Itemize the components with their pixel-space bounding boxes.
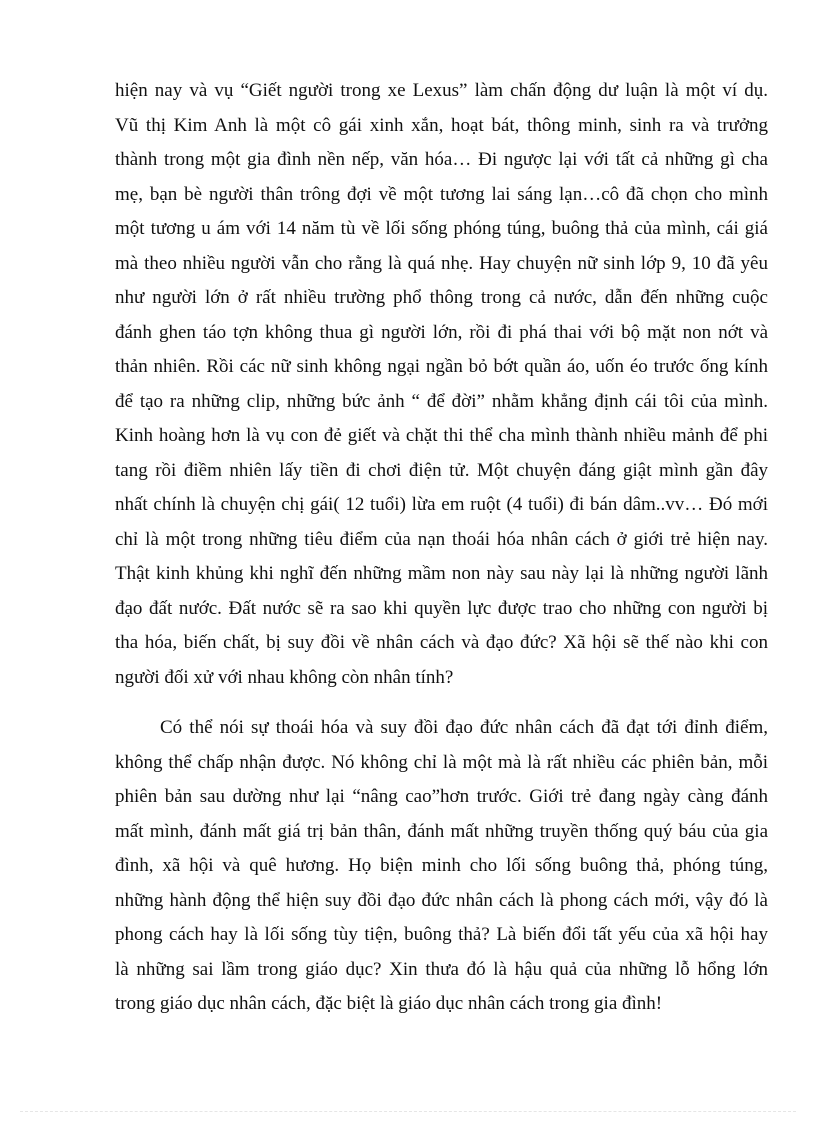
text-line: chỉ là một trong những tiêu điểm của nạn thoái hóa nhân cách ở giới trẻ hiện nay. bbox=[115, 528, 768, 550]
text-line: trong giáo dục nhân cách, đặc biệt là giáo dục nhân cách trong gia đình! bbox=[115, 993, 663, 1014]
text-line: thản nhiên. Rồi các nữ sinh không ngại ngần bỏ bớt quần áo, uốn éo trước ống kính bbox=[115, 356, 768, 377]
text-line: như người lớn ở rất nhiều trường phổ thông trong cả nước, dẫn đến những cuộc bbox=[115, 287, 768, 308]
paragraph-2 bbox=[115, 711, 768, 1022]
text-line: một tương u ám với 14 năm tù về lối sống phóng túng, buông thả của mình, cái giá bbox=[115, 218, 768, 239]
text-line: mà theo nhiều người vẫn cho rằng là quá nhẹ. Hay chuyện nữ sinh lớp 9, 10 đã yêu bbox=[115, 252, 768, 274]
text-line: không thể chấp nhận được. Nó không chỉ là một mà là rất nhiều các phiên bản, mỗi bbox=[115, 751, 768, 773]
text-line: hiện nay và vụ “Giết người trong xe Lexus” làm chấn động dư luận là một ví dụ. bbox=[115, 80, 768, 101]
text-line: phong cách hay là lối sống tùy tiện, buông thả? Là biến đổi tất yếu của xã hội hay bbox=[115, 924, 768, 945]
text-line: tang rồi điềm nhiên lấy tiền đi chơi điện tử. Một chuyện đáng giật mình gần đây bbox=[115, 459, 768, 481]
text-line: người đối xử với nhau không còn nhân tính? bbox=[115, 666, 454, 688]
text-line: Vũ thị Kim Anh là một cô gái xinh xắn, hoạt bát, thông minh, sinh ra và trưởng bbox=[115, 114, 768, 136]
text-line: Có thể nói sự thoái hóa và suy đồi đạo đức nhân cách đã đạt tới đỉnh điểm, bbox=[160, 717, 768, 738]
text-line: những hành động thể hiện suy đồi đạo đức nhân cách là phong cách mới, vậy đó là bbox=[115, 889, 768, 911]
text-line: tha hóa, biến chất, bị suy đồi về nhân cách và đạo đức? Xã hội sẽ thế nào khi con bbox=[115, 632, 768, 653]
text-line: để tạo ra những clip, những bức ảnh “ để đời” nhằm khẳng định cái tôi của mình. bbox=[115, 390, 768, 412]
text-line: đánh ghen táo tợn không thua gì người lớn, rồi đi phá thai với bộ mặt non nớt và bbox=[115, 321, 768, 343]
text-line: mẹ, bạn bè người thân trông đợi về một tương lai sáng lạn…cô đã chọn cho mình bbox=[115, 183, 768, 205]
text-line: đạo đất nước. Đất nước sẽ ra sao khi quyền lực được trao cho những con người bị bbox=[115, 597, 768, 619]
text-line: mất mình, đánh mất giá trị bản thân, đánh mất những truyền thống quý báu của gia bbox=[115, 820, 768, 842]
text-line: thành trong một gia đình nền nếp, văn hóa… Đi ngược lại với tất cả những gì cha bbox=[115, 149, 768, 170]
page-bottom-divider bbox=[20, 1111, 796, 1112]
paragraph-1 bbox=[115, 74, 768, 695]
text-line: phiên bản sau dường như lại “nâng cao”hơn trước. Giới trẻ đang ngày càng đánh bbox=[115, 786, 768, 807]
text-line: là những sai lầm trong giáo dục? Xin thưa đó là hậu quả của những lỗ hổng lớn bbox=[115, 958, 768, 980]
text-line: đình, xã hội và quê hương. Họ biện minh cho lối sống buông thả, phóng túng, bbox=[115, 855, 768, 876]
text-line: Thật kinh khủng khi nghĩ đến những mầm non này sau này lại là những người lãnh bbox=[115, 563, 768, 584]
text-line: Kinh hoàng hơn là vụ con đẻ giết và chặt thi thể cha mình thành nhiều mảnh để phi bbox=[115, 425, 768, 446]
text-line: nhất chính là chuyện chị gái( 12 tuổi) lừa em ruột (4 tuổi) đi bán dâm..vv… Đó mới bbox=[115, 494, 768, 515]
